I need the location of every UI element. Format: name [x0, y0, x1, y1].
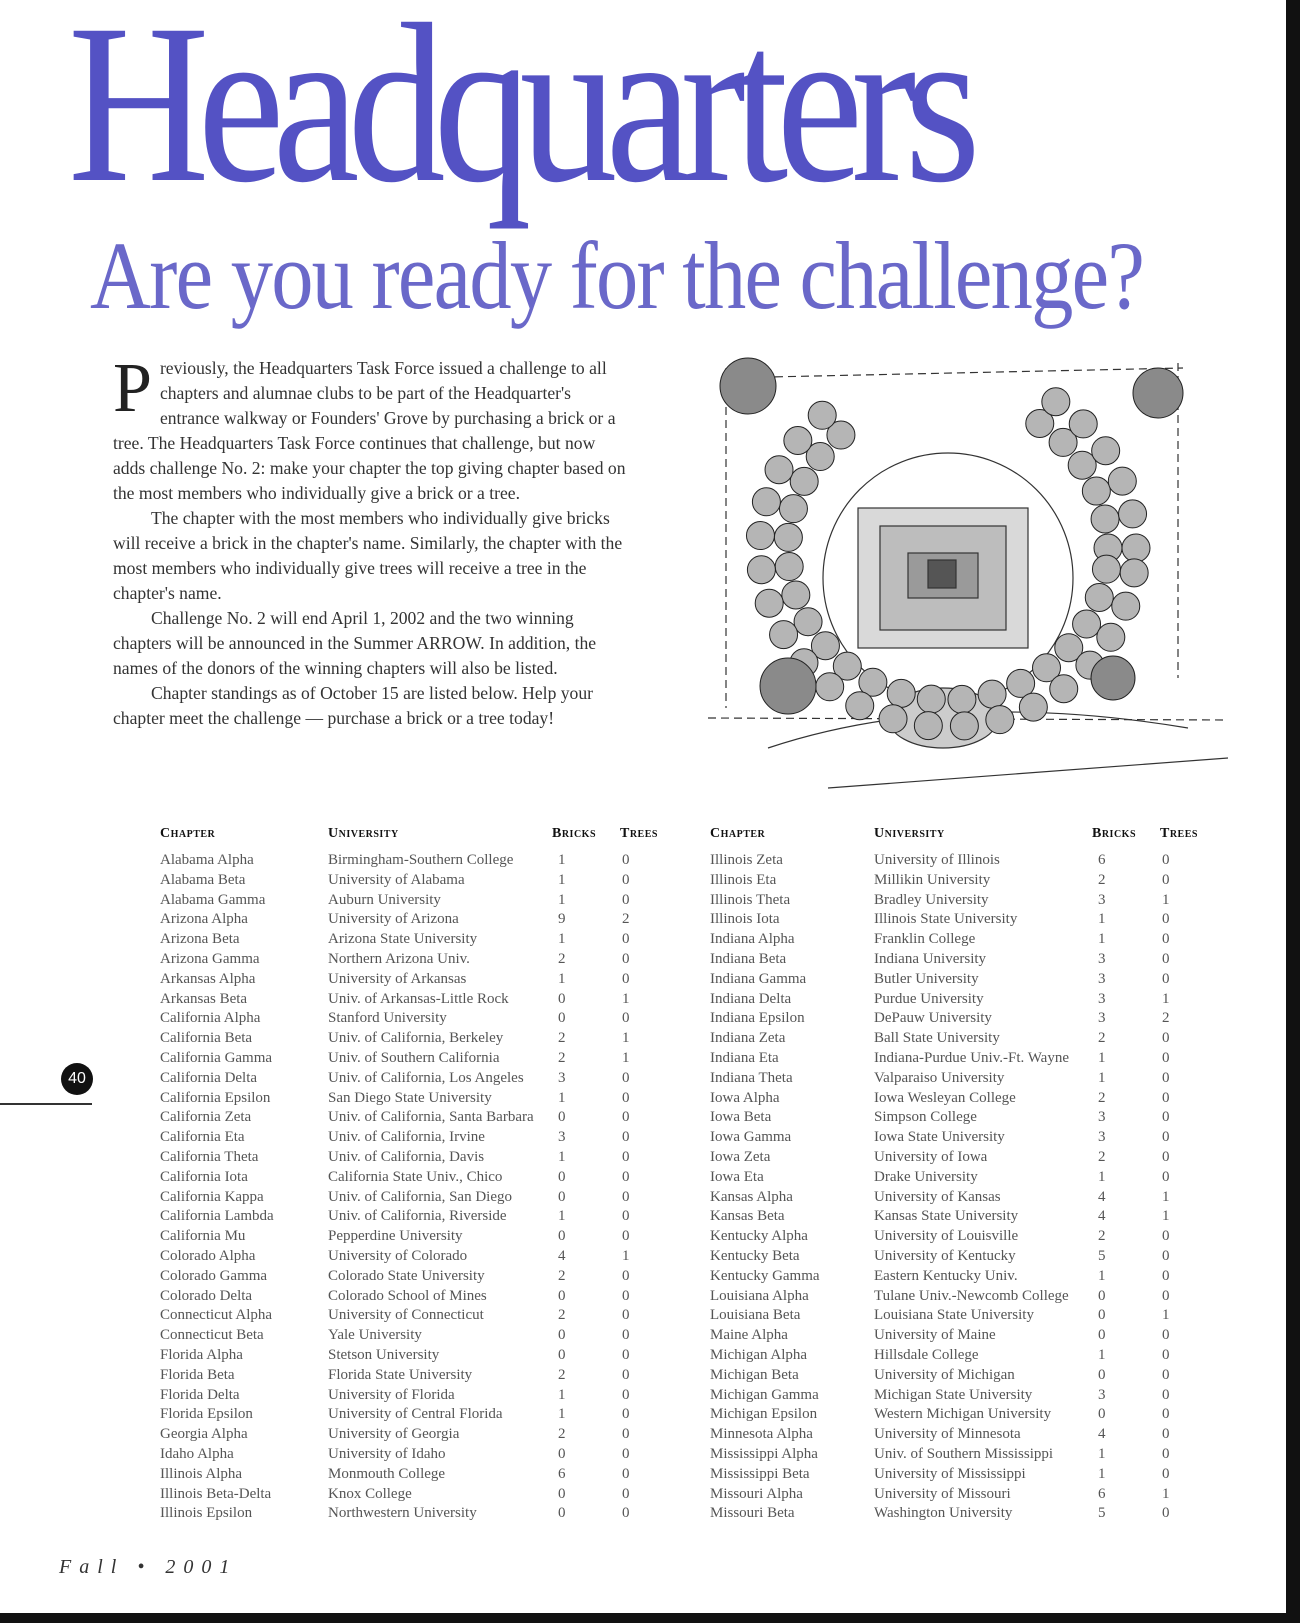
chapter-cell: California Alpha [160, 1010, 261, 1027]
chapter-cell: Illinois Iota [710, 911, 780, 928]
chapter-cell: California Theta [160, 1149, 259, 1165]
bricks-cell: 1 [1098, 1069, 1106, 1086]
bricks-cell: 1 [1098, 1168, 1106, 1185]
trees-cell: 1 [1162, 1188, 1170, 1205]
bricks-cell: 0 [558, 1485, 566, 1502]
bricks-cell: 1 [558, 1149, 566, 1165]
university-cell: Stanford University [328, 1010, 447, 1027]
bricks-cell: 6 [558, 1465, 566, 1482]
university-cell: Indiana-Purdue Univ.-Ft. Wayne [874, 1050, 1069, 1066]
university-cell: Michigan State University [874, 1386, 1033, 1403]
chapter-cell: Indiana Delta [710, 990, 792, 1007]
trees-cell: 0 [622, 931, 630, 948]
page-number: 40 [61, 1063, 93, 1095]
trees-cell: 1 [622, 1248, 630, 1264]
bricks-cell: 0 [558, 1347, 566, 1363]
trees-cell: 0 [622, 1168, 630, 1185]
chapter-cell: California Delta [160, 1069, 258, 1086]
university-cell: Washington University [874, 1505, 1013, 1522]
bricks-cell: 2 [558, 1267, 566, 1284]
trees-cell: 0 [1162, 1030, 1170, 1047]
bricks-cell: 1 [558, 970, 566, 987]
bricks-cell: 1 [1098, 1465, 1106, 1482]
university-cell: Colorado State University [328, 1267, 485, 1284]
trees-cell: 0 [622, 1287, 630, 1304]
intro-paragraph: Challenge No. 2 will end April 1, 2002 and the two winning chapters will be announced in the Summer ARROW. In addition, the names of the donors of the winning chapters will also be listed. [113, 608, 597, 678]
chapter-cell: California Gamma [160, 1050, 273, 1066]
trees-cell: 0 [1162, 1426, 1170, 1443]
trees-cell: 0 [1162, 1446, 1170, 1462]
bricks-cell: 2 [1098, 1089, 1106, 1106]
trees-cell: 0 [1162, 1347, 1170, 1363]
trees-cell: 0 [622, 1109, 630, 1126]
column-header-trees: Trees [1160, 826, 1198, 841]
university-cell: Univ. of Southern California [328, 1050, 500, 1066]
bricks-cell: 4 [1098, 1208, 1106, 1225]
chapter-cell: Illinois Eta [710, 871, 777, 888]
intro-paragraph: Chapter standings as of October 15 are listed below. Help your chapter meet the challenge — purchase a brick or a tree today! [113, 683, 594, 728]
university-cell: Univ. of California, Santa Barbara [328, 1109, 534, 1126]
university-cell: University of Maine [874, 1327, 996, 1344]
chapter-cell: Florida Delta [160, 1386, 240, 1403]
trees-cell: 0 [622, 1485, 630, 1502]
chapter-cell: Kansas Beta [710, 1208, 785, 1225]
chapter-cell: Michigan Alpha [710, 1347, 808, 1363]
chapter-cell: Illinois Zeta [710, 852, 783, 868]
chapter-cell: Iowa Eta [710, 1168, 764, 1185]
trees-cell: 1 [622, 990, 630, 1007]
chapter-cell: Iowa Alpha [710, 1089, 780, 1106]
chapter-cell: Indiana Theta [710, 1069, 793, 1086]
bricks-cell: 0 [1098, 1366, 1106, 1383]
bricks-cell: 5 [1098, 1505, 1106, 1522]
bricks-cell: 4 [1098, 1426, 1106, 1443]
page-subtitle: Are you ready for the challenge? [90, 222, 1144, 329]
university-cell: University of Illinois [874, 852, 1000, 868]
university-cell: California State Univ., Chico [328, 1168, 503, 1185]
chapter-cell: California Beta [160, 1030, 253, 1047]
trees-cell: 0 [622, 1069, 630, 1086]
trees-cell: 0 [1162, 852, 1170, 868]
chapter-cell: Idaho Alpha [160, 1446, 234, 1462]
drop-cap: P [113, 350, 152, 427]
bricks-cell: 6 [1098, 1485, 1106, 1502]
chapter-cell: Minnesota Alpha [710, 1426, 813, 1443]
chapter-cell: Arkansas Beta [160, 990, 248, 1007]
bricks-cell: 2 [558, 1426, 566, 1443]
chapter-cell: Kentucky Alpha [710, 1228, 808, 1245]
university-cell: Millikin University [874, 871, 991, 888]
bricks-cell: 3 [1098, 990, 1106, 1007]
bricks-cell: 1 [1098, 911, 1106, 928]
bricks-cell: 3 [1098, 1129, 1106, 1146]
chapter-cell: Alabama Beta [160, 871, 246, 888]
bricks-cell: 2 [558, 1366, 566, 1383]
chapter-cell: California Kappa [160, 1188, 264, 1205]
trees-cell: 0 [1162, 871, 1170, 888]
trees-cell: 0 [1162, 1406, 1170, 1423]
trees-cell: 0 [622, 1347, 630, 1363]
trees-cell: 0 [622, 1465, 630, 1482]
trees-cell: 0 [1162, 970, 1170, 987]
trees-cell: 0 [622, 1426, 630, 1443]
bricks-cell: 0 [558, 1327, 566, 1344]
chapter-cell: Louisiana Alpha [710, 1287, 809, 1304]
university-cell: Yale University [328, 1327, 422, 1344]
university-cell: Auburn University [328, 891, 441, 908]
chapter-cell: Missouri Beta [710, 1505, 795, 1522]
chapter-cell: Michigan Gamma [710, 1386, 819, 1403]
intro-paragraph: The chapter with the most members who individually give bricks will receive a brick in the chapter's name. Similarly, the chapter with the most members who individually give trees will receive a tree in the chapter's name. [113, 508, 623, 603]
chapter-cell: Arizona Gamma [160, 951, 260, 967]
chapter-cell: Indiana Eta [710, 1050, 779, 1066]
university-cell: University of Minnesota [874, 1426, 1021, 1443]
university-cell: Northwestern University [328, 1505, 477, 1522]
university-cell: Western Michigan University [874, 1406, 1052, 1423]
bricks-cell: 0 [1098, 1287, 1106, 1304]
chapter-cell: Arizona Beta [160, 931, 240, 948]
column-header-bricks: Bricks [1092, 826, 1137, 841]
trees-cell: 0 [1162, 1109, 1170, 1126]
chapter-cell: Indiana Alpha [710, 931, 795, 948]
trees-cell: 0 [1162, 1168, 1170, 1185]
bricks-cell: 1 [558, 1406, 566, 1423]
chapter-cell: Maine Alpha [710, 1327, 788, 1344]
chapter-cell: Louisiana Beta [710, 1307, 801, 1324]
university-cell: Univ. of California, San Diego [328, 1188, 512, 1205]
trees-cell: 1 [1162, 990, 1170, 1007]
page-edge [1286, 0, 1300, 1623]
university-cell: University of Arizona [328, 911, 459, 928]
chapter-cell: Iowa Gamma [710, 1129, 792, 1146]
university-cell: University of Colorado [328, 1248, 468, 1264]
bricks-cell: 0 [558, 1228, 566, 1245]
trees-cell: 0 [1162, 1465, 1170, 1482]
chapter-cell: California Mu [160, 1228, 246, 1245]
university-cell: Monmouth College [328, 1465, 446, 1482]
bricks-cell: 1 [1098, 1446, 1106, 1462]
university-cell: University of Connecticut [328, 1307, 484, 1324]
bricks-cell: 3 [1098, 891, 1106, 908]
trees-cell: 0 [622, 891, 630, 908]
intro-text [113, 350, 628, 731]
column-header-chapter: Chapter [160, 826, 216, 841]
trees-cell: 1 [1162, 891, 1170, 908]
university-cell: Univ. of California, Irvine [328, 1129, 485, 1146]
bricks-cell: 3 [1098, 1386, 1106, 1403]
bricks-cell: 0 [1098, 1406, 1106, 1423]
university-cell: University of Michigan [874, 1366, 1015, 1383]
university-cell: Iowa State University [874, 1129, 1005, 1146]
trees-cell: 0 [1162, 1248, 1170, 1264]
bricks-cell: 2 [558, 1307, 566, 1324]
bricks-cell: 1 [558, 931, 566, 948]
trees-cell: 2 [1162, 1010, 1170, 1027]
university-cell: Univ. of Southern Mississippi [874, 1446, 1054, 1462]
bricks-cell: 0 [558, 1109, 566, 1126]
trees-cell: 2 [622, 911, 630, 928]
trees-cell: 1 [622, 1030, 630, 1047]
bricks-cell: 1 [1098, 1347, 1106, 1363]
university-cell: University of Arkansas [328, 970, 467, 987]
university-cell: Illinois State University [874, 911, 1018, 928]
trees-cell: 0 [622, 1386, 630, 1403]
bricks-cell: 3 [1098, 1109, 1106, 1126]
university-cell: University of Kansas [874, 1188, 1001, 1205]
bricks-cell: 2 [558, 1050, 566, 1066]
bricks-cell: 1 [558, 852, 566, 868]
university-cell: University of Alabama [328, 871, 465, 888]
trees-cell: 0 [622, 1406, 630, 1423]
column-header-trees: Trees [620, 826, 658, 841]
university-cell: University of Idaho [328, 1446, 446, 1462]
chapter-cell: California Eta [160, 1129, 245, 1146]
university-cell: Colorado School of Mines [328, 1287, 487, 1304]
trees-cell: 0 [622, 951, 630, 967]
bricks-cell: 9 [558, 911, 566, 928]
university-cell: Hillsdale College [874, 1347, 979, 1363]
chapter-cell: Kentucky Gamma [710, 1267, 820, 1284]
chapter-cell: Indiana Zeta [710, 1030, 786, 1047]
trees-cell: 0 [1162, 951, 1170, 967]
chapter-cell: Colorado Alpha [160, 1248, 256, 1264]
chapter-cell: Kentucky Beta [710, 1248, 800, 1264]
trees-cell: 0 [622, 970, 630, 987]
column-header-university: University [328, 826, 399, 841]
university-cell: Pepperdine University [328, 1228, 463, 1245]
trees-cell: 1 [622, 1050, 630, 1066]
bricks-cell: 2 [1098, 1228, 1106, 1245]
university-cell: University of Louisville [874, 1228, 1019, 1245]
bricks-cell: 6 [1098, 852, 1106, 868]
bricks-cell: 0 [558, 1168, 566, 1185]
trees-cell: 0 [1162, 1366, 1170, 1383]
bricks-cell: 3 [1098, 1010, 1106, 1027]
university-cell: Univ. of Arkansas-Little Rock [328, 990, 509, 1007]
chapter-cell: Georgia Alpha [160, 1426, 248, 1443]
university-cell: San Diego State University [328, 1089, 492, 1106]
bricks-cell: 0 [558, 1188, 566, 1205]
trees-cell: 0 [1162, 1069, 1170, 1086]
university-cell: Stetson University [328, 1347, 440, 1363]
chapter-cell: Illinois Beta-Delta [160, 1485, 272, 1502]
chapter-cell: Mississippi Alpha [710, 1446, 818, 1462]
bricks-cell: 1 [558, 1089, 566, 1106]
university-cell: Knox College [328, 1485, 412, 1502]
bricks-cell: 2 [558, 1030, 566, 1047]
bricks-cell: 4 [558, 1248, 566, 1264]
chapter-cell: Alabama Alpha [160, 852, 254, 868]
chapter-cell: Florida Alpha [160, 1347, 243, 1363]
university-cell: DePauw University [874, 1010, 992, 1027]
trees-cell: 0 [1162, 931, 1170, 948]
chapter-cell: Mississippi Beta [710, 1465, 810, 1482]
page-bottom-edge [0, 1613, 1300, 1623]
chapter-cell: California Epsilon [160, 1089, 271, 1106]
bricks-cell: 2 [1098, 871, 1106, 888]
chapter-cell: California Lambda [160, 1208, 274, 1225]
university-cell: University of Mississippi [874, 1465, 1026, 1482]
university-cell: Florida State University [328, 1366, 473, 1383]
university-cell: University of Missouri [874, 1485, 1011, 1502]
bricks-cell: 3 [558, 1069, 566, 1086]
trees-cell: 0 [1162, 1089, 1170, 1106]
bricks-cell: 0 [558, 1287, 566, 1304]
trees-cell: 0 [622, 1327, 630, 1344]
bricks-cell: 3 [558, 1129, 566, 1146]
trees-cell: 0 [1162, 1228, 1170, 1245]
trees-cell: 0 [622, 1010, 630, 1027]
trees-cell: 0 [622, 1208, 630, 1225]
university-cell: Indiana University [874, 951, 987, 967]
bricks-cell: 0 [558, 990, 566, 1007]
trees-cell: 0 [622, 852, 630, 868]
university-cell: Valparaiso University [874, 1069, 1005, 1086]
university-cell: Simpson College [874, 1109, 977, 1126]
trees-cell: 0 [1162, 1386, 1170, 1403]
trees-cell: 0 [622, 871, 630, 888]
university-cell: University of Florida [328, 1386, 455, 1403]
university-cell: Iowa Wesleyan College [874, 1089, 1016, 1106]
university-cell: Purdue University [874, 990, 984, 1007]
trees-cell: 0 [1162, 1287, 1170, 1304]
university-cell: Louisiana State University [874, 1307, 1034, 1324]
trees-cell: 0 [1162, 1050, 1170, 1066]
chapter-cell: Connecticut Beta [160, 1327, 264, 1344]
page-title: Headquarters [68, 0, 969, 230]
chapter-cell: Illinois Alpha [160, 1465, 243, 1482]
trees-cell: 1 [1162, 1208, 1170, 1225]
bricks-cell: 1 [558, 891, 566, 908]
university-cell: Butler University [874, 970, 979, 987]
chapter-cell: Missouri Alpha [710, 1485, 803, 1502]
column-header-chapter: Chapter [710, 826, 766, 841]
bricks-cell: 1 [558, 871, 566, 888]
chapter-cell: Indiana Gamma [710, 970, 807, 987]
university-cell: University of Georgia [328, 1426, 460, 1443]
trees-cell: 0 [622, 1149, 630, 1165]
column-header-university: University [874, 826, 945, 841]
bricks-cell: 1 [558, 1386, 566, 1403]
university-cell: Bradley University [874, 891, 989, 908]
standings-table-right [710, 826, 1210, 1526]
bricks-cell: 5 [1098, 1248, 1106, 1264]
trees-cell: 0 [622, 1089, 630, 1106]
university-cell: Kansas State University [874, 1208, 1019, 1225]
university-cell: Birmingham-Southern College [328, 852, 514, 868]
chapter-cell: Iowa Beta [710, 1109, 772, 1126]
bricks-cell: 0 [558, 1446, 566, 1462]
chapter-cell: California Zeta [160, 1109, 252, 1126]
chapter-cell: Colorado Gamma [160, 1267, 268, 1284]
chapter-cell: Illinois Theta [710, 891, 791, 908]
university-cell: Univ. of California, Berkeley [328, 1030, 504, 1047]
bricks-cell: 1 [1098, 1050, 1106, 1066]
trees-cell: 0 [1162, 1149, 1170, 1165]
trees-cell: 0 [1162, 911, 1170, 928]
university-cell: Northern Arizona Univ. [328, 951, 470, 967]
trees-cell: 0 [622, 1446, 630, 1462]
issue-footer: Fall • 2001 [59, 1556, 238, 1578]
bricks-cell: 4 [1098, 1188, 1106, 1205]
trees-cell: 0 [622, 1228, 630, 1245]
chapter-cell: Kansas Alpha [710, 1188, 793, 1205]
chapter-cell: Arkansas Alpha [160, 970, 256, 987]
university-cell: Univ. of California, Davis [328, 1149, 485, 1165]
university-cell: Univ. of California, Los Angeles [328, 1069, 524, 1086]
chapter-cell: Florida Beta [160, 1366, 235, 1383]
university-cell: Franklin College [874, 931, 976, 948]
bricks-cell: 2 [1098, 1030, 1106, 1047]
university-cell: Tulane Univ.-Newcomb College [874, 1287, 1069, 1304]
bricks-cell: 2 [1098, 1149, 1106, 1165]
bricks-cell: 2 [558, 951, 566, 967]
trees-cell: 0 [1162, 1327, 1170, 1344]
chapter-cell: Indiana Beta [710, 951, 787, 967]
trees-cell: 0 [622, 1366, 630, 1383]
university-cell: Eastern Kentucky Univ. [874, 1267, 1018, 1284]
trees-cell: 1 [1162, 1485, 1170, 1502]
bricks-cell: 0 [1098, 1307, 1106, 1324]
bricks-cell: 0 [1098, 1327, 1106, 1344]
university-cell: Arizona State University [328, 931, 478, 948]
university-cell: Univ. of California, Riverside [328, 1208, 507, 1225]
bricks-cell: 1 [1098, 931, 1106, 948]
chapter-cell: Indiana Epsilon [710, 1010, 805, 1027]
bricks-cell: 0 [558, 1010, 566, 1027]
chapter-cell: Arizona Alpha [160, 911, 248, 928]
bricks-cell: 1 [1098, 1267, 1106, 1284]
bricks-cell: 1 [558, 1208, 566, 1225]
trees-cell: 0 [1162, 1129, 1170, 1146]
university-cell: University of Kentucky [874, 1248, 1016, 1264]
site-plan-illustration [708, 348, 1228, 808]
chapter-cell: Connecticut Alpha [160, 1307, 273, 1324]
column-header-bricks: Bricks [552, 826, 597, 841]
chapter-cell: Michigan Epsilon [710, 1406, 818, 1423]
trees-cell: 0 [622, 1505, 630, 1522]
chapter-cell: Alabama Gamma [160, 891, 266, 908]
trees-cell: 0 [1162, 1267, 1170, 1284]
trees-cell: 0 [1162, 1505, 1170, 1522]
chapter-cell: Iowa Zeta [710, 1149, 771, 1165]
trees-cell: 0 [622, 1307, 630, 1324]
university-cell: Drake University [874, 1168, 978, 1185]
chapter-cell: California Iota [160, 1168, 248, 1185]
trees-cell: 0 [622, 1129, 630, 1146]
chapter-cell: Illinois Epsilon [160, 1505, 253, 1522]
standings-table-left [160, 826, 660, 1526]
university-cell: University of Iowa [874, 1149, 988, 1165]
bricks-cell: 3 [1098, 970, 1106, 987]
bricks-cell: 3 [1098, 951, 1106, 967]
page-number-rule [0, 1103, 92, 1105]
trees-cell: 1 [1162, 1307, 1170, 1324]
chapter-cell: Michigan Beta [710, 1366, 799, 1383]
university-cell: University of Central Florida [328, 1406, 503, 1423]
bricks-cell: 0 [558, 1505, 566, 1522]
chapter-cell: Florida Epsilon [160, 1406, 253, 1423]
trees-cell: 0 [622, 1188, 630, 1205]
university-cell: Ball State University [874, 1030, 1000, 1047]
trees-cell: 0 [622, 1267, 630, 1284]
intro-paragraph: Previously, the Headquarters Task Force issued a challenge to all chapters and alumnae clubs to be part of the Headquarter's entrance walkway or Founders' Grove by purchasing a brick or a tree. The Headquarters Task Force continues that challenge, but now adds challenge No. 2: make your chapter the top giving chapter based on the most members who individually give a brick or a tree. [113, 350, 626, 503]
chapter-cell: Colorado Delta [160, 1287, 253, 1304]
